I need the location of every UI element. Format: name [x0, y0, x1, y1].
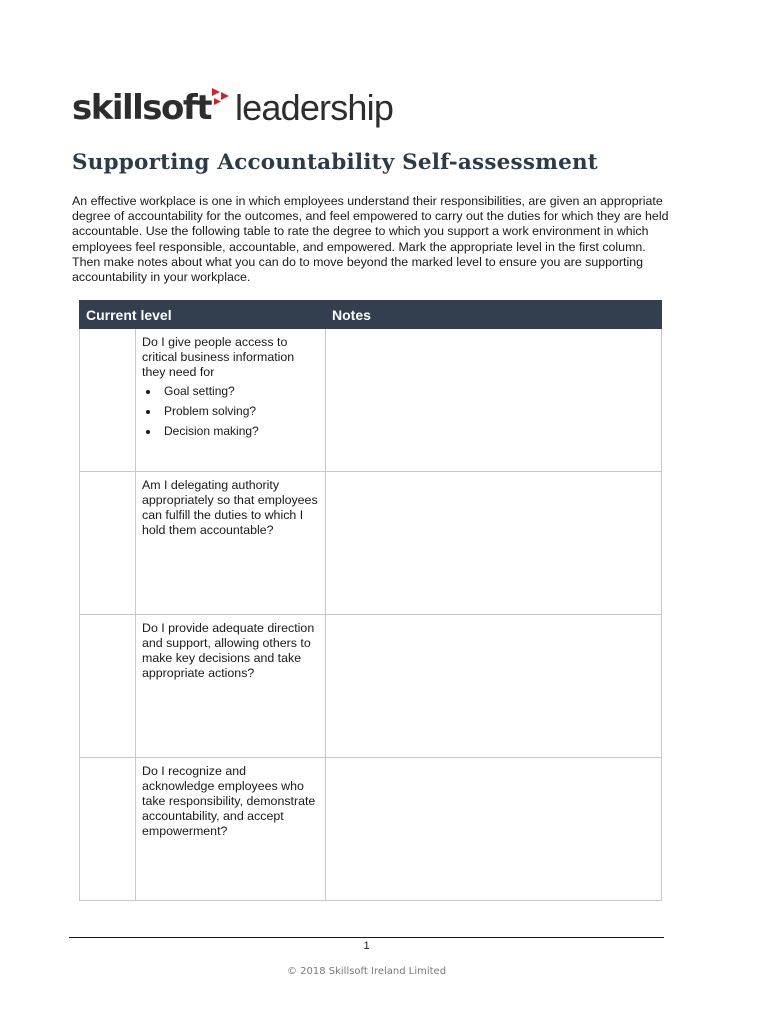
- page-title: Supporting Accountability Self-assessment: [72, 150, 598, 175]
- question-cell: [136, 615, 326, 758]
- question-text: Am I delegating authority appropriately so that employees can fulfill the duties to which I hold them accountable?: [142, 478, 318, 537]
- bullet-icon: [146, 410, 150, 414]
- bullet-icon: [146, 390, 150, 394]
- current-level-cell[interactable]: [80, 615, 136, 758]
- table-row: [80, 758, 662, 901]
- list-item: [142, 404, 319, 419]
- table-row: [80, 329, 662, 472]
- current-level-cell[interactable]: [80, 329, 136, 472]
- question-cell: [136, 758, 326, 901]
- question-bullets: [142, 384, 319, 439]
- footer-divider: [69, 937, 664, 938]
- question-text: Do I recognize and acknowledge employees who take responsibility, demonstrate accountability, and accept empowerment?: [142, 764, 316, 838]
- list-item: [142, 384, 319, 399]
- notes-cell[interactable]: [326, 329, 662, 472]
- current-level-cell[interactable]: [80, 758, 136, 901]
- list-item: [142, 424, 319, 439]
- copyright-notice: © 2018 Skillsoft Ireland Limited: [286, 966, 447, 977]
- table-row: [80, 615, 662, 758]
- table-header-row: [80, 301, 662, 329]
- notes-cell[interactable]: [326, 615, 662, 758]
- intro-paragraph: An effective workplace is one in which employees understand their responsibilities, are given an appropriate degree of accountability for the outcomes, and feel empowered to carry out the duties for which they are held accountable. Use the following table to rate the degree to which you support a work environment in which employees feel responsible, accountable, and empowered. Mark the appropriate level in the first column. Then make notes about what you can do to move beyond the marked level to ensure you are supporting accountability in your workplace.: [72, 194, 669, 285]
- header-notes: Notes: [326, 301, 662, 329]
- notes-cell[interactable]: [326, 472, 662, 615]
- question-text: Do I provide adequate direction and support, allowing others to make key decisions and take appropriate actions?: [142, 621, 315, 680]
- logo-product-name: leadership: [234, 87, 394, 128]
- logo-wordmark: skillsoft: [72, 88, 211, 128]
- bullet-icon: [146, 430, 150, 434]
- question-cell: [136, 472, 326, 615]
- question-text: Do I give people access to critical business information they need for: [142, 335, 295, 379]
- question-cell: [136, 329, 326, 472]
- bullet-text: Decision making?: [164, 424, 259, 438]
- page-number: 1: [363, 940, 370, 952]
- current-level-cell[interactable]: [80, 472, 136, 615]
- notes-cell[interactable]: [326, 758, 662, 901]
- table-row: [80, 472, 662, 615]
- header-current-level: Current level: [80, 301, 326, 329]
- bullet-text: Problem solving?: [164, 404, 257, 418]
- brand-logo: [72, 80, 393, 130]
- bullet-text: Goal setting?: [164, 384, 235, 398]
- self-assessment-table: [79, 300, 662, 901]
- double-chevron-icon: [211, 86, 233, 130]
